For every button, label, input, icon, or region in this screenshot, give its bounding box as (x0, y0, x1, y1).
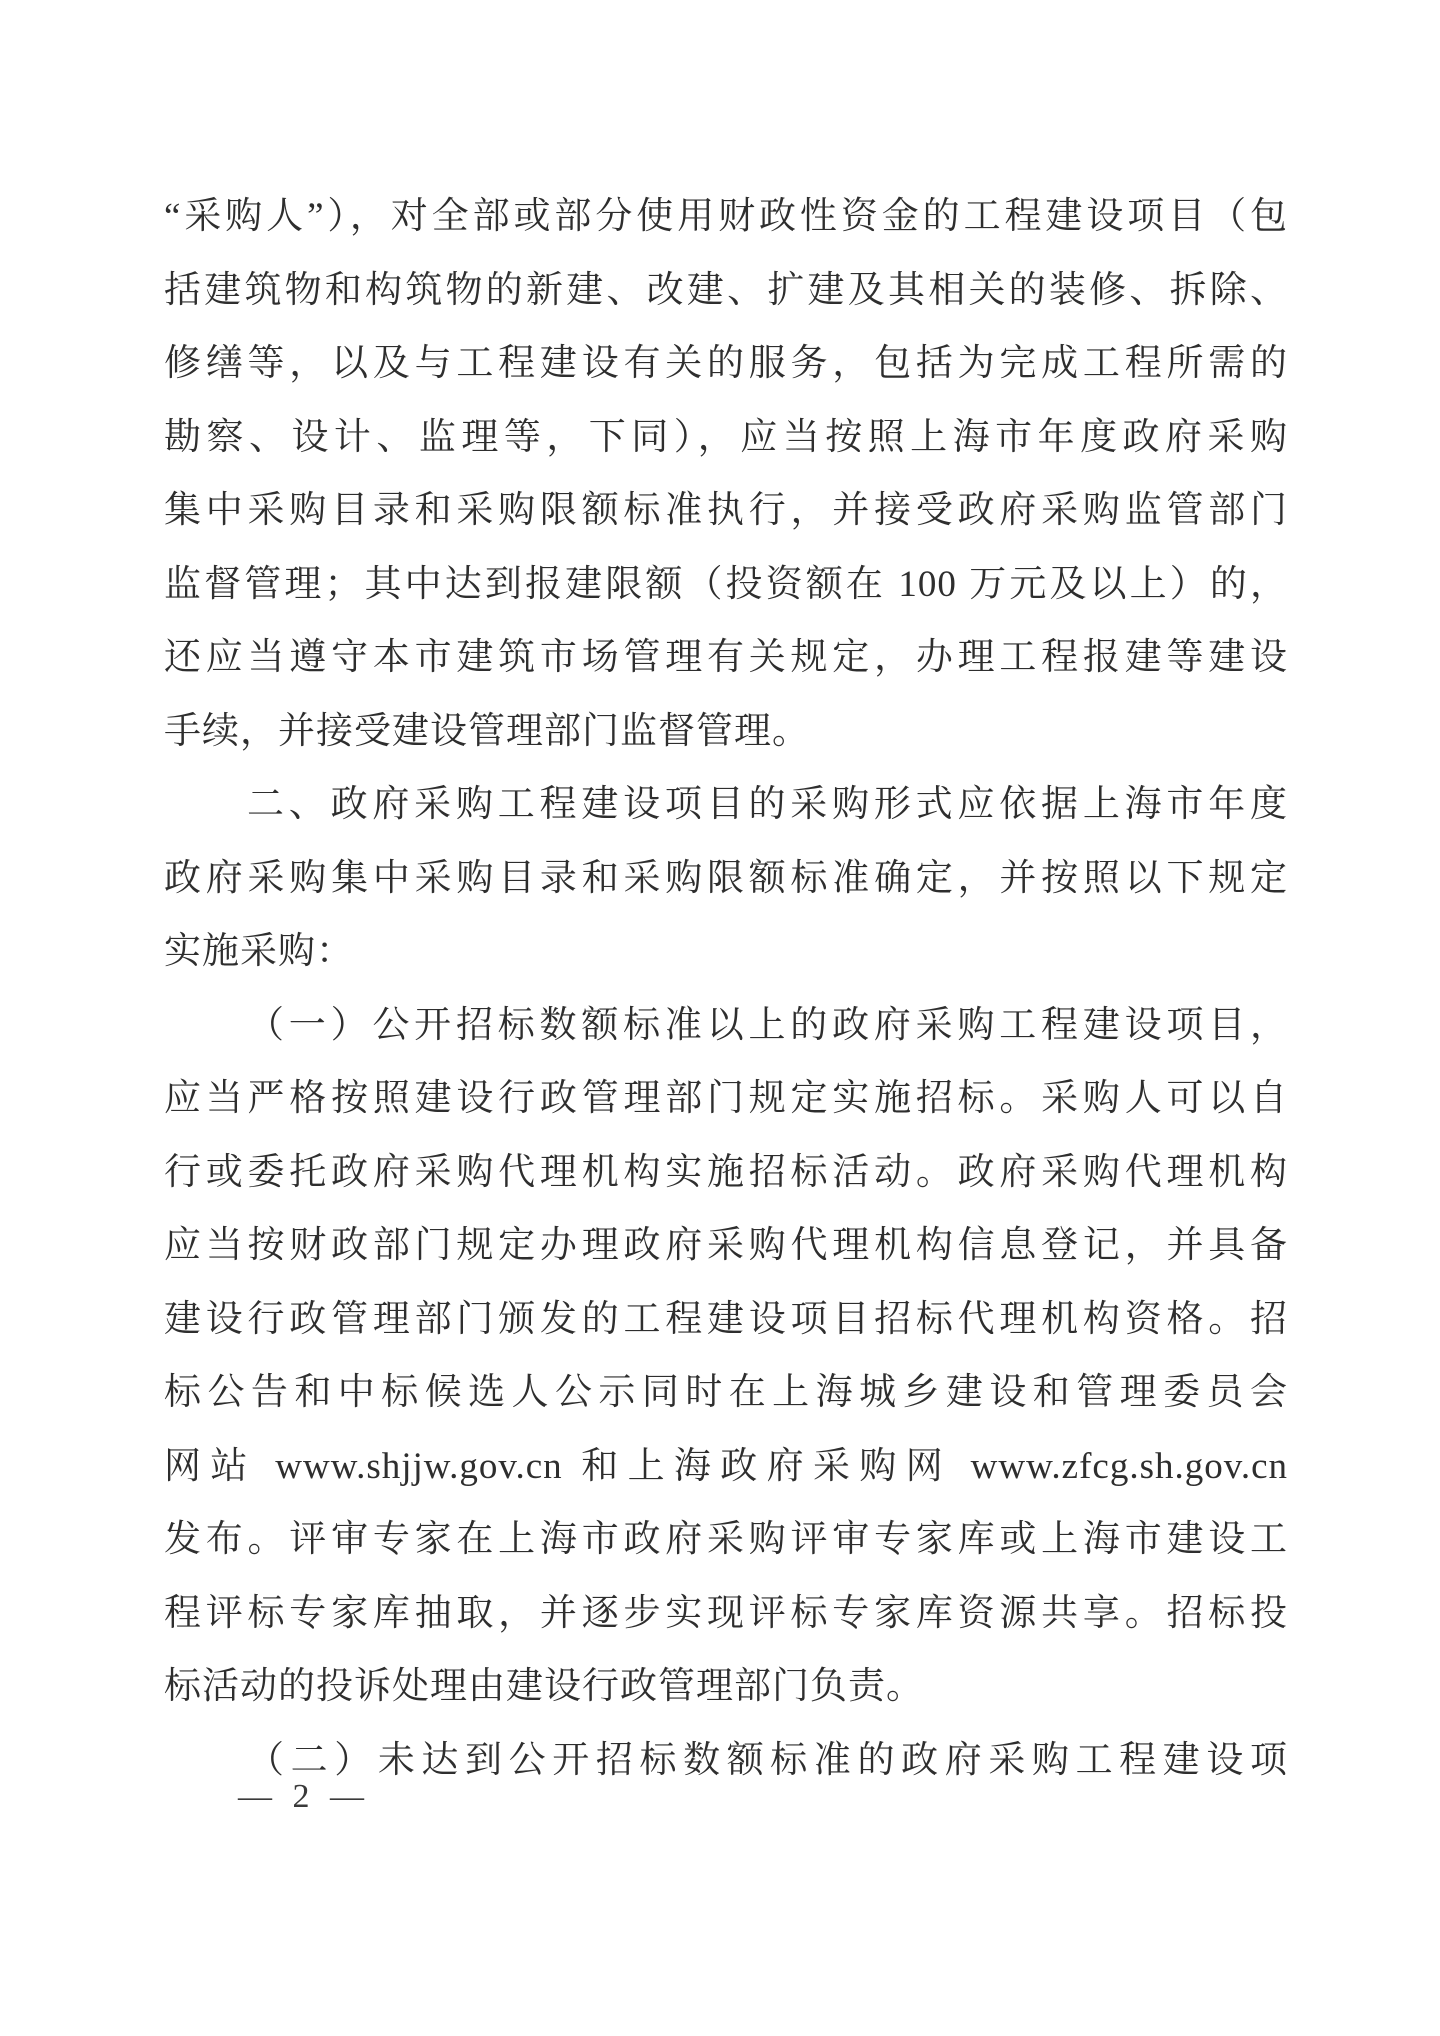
text-line: （一）公开招标数额标准以上的政府采购工程建设项目， (247, 1004, 1288, 1046)
text-line: 二、政府采购工程建设项目的采购形式应依据上海市年度 (247, 784, 1288, 825)
page-number: — 2 — (238, 1778, 370, 1815)
text-line: 实施采购： (164, 931, 354, 972)
text-line: 网站 www.shjjw.gov.cn 和上海政府采购网 www.zfcg.sh.gov.cn (164, 1445, 1288, 1487)
text-line: 应当按财政部门规定办理政府采购代理机构信息登记，并具备 (164, 1225, 1288, 1266)
text-line: 集中采购目录和采购限额标准执行，并接受政府采购监管部门 (164, 490, 1288, 531)
text-line: 标公告和中标候选人公示同时在上海城乡建设和管理委员会 (164, 1372, 1288, 1413)
text-line: 应当严格按照建设行政管理部门规定实施招标。采购人可以自 (164, 1078, 1288, 1119)
text-line: 修缮等，以及与工程建设有关的服务，包括为完成工程所需的 (164, 343, 1288, 384)
text-block (164, 180, 1288, 1797)
text-line: 程评标专家库抽取，并逐步实现评标专家库资源共享。招标投 (164, 1592, 1288, 1634)
text-line: （二）未达到公开招标数额标准的政府采购工程建设项 (247, 1739, 1288, 1781)
text-line: 手续，并接受建设管理部门监督管理。 (164, 710, 810, 752)
text-line: 还应当遵守本市建筑市场管理有关规定，办理工程报建等建设 (164, 637, 1288, 678)
text-line: 括建筑物和构筑物的新建、改建、扩建及其相关的装修、拆除、 (164, 269, 1288, 311)
text-line: “采购人”），对全部或部分使用财政性资金的工程建设项目（包 (164, 196, 1288, 237)
text-line: 发布。评审专家在上海市政府采购评审专家库或上海市建设工 (164, 1519, 1288, 1560)
text-line: 建设行政管理部门颁发的工程建设项目招标代理机构资格。招 (164, 1298, 1288, 1340)
text-line: 勘察、设计、监理等，下同），应当按照上海市年度政府采购 (164, 416, 1288, 458)
text-line: 监督管理；其中达到报建限额（投资额在 100 万元及以上）的， (164, 563, 1288, 605)
text-line: 标活动的投诉处理由建设行政管理部门负责。 (164, 1666, 924, 1707)
text-line: 政府采购集中采购目录和采购限额标准确定，并按照以下规定 (164, 857, 1288, 899)
text-line: 行或委托政府采购代理机构实施招标活动。政府采购代理机构 (164, 1151, 1288, 1193)
